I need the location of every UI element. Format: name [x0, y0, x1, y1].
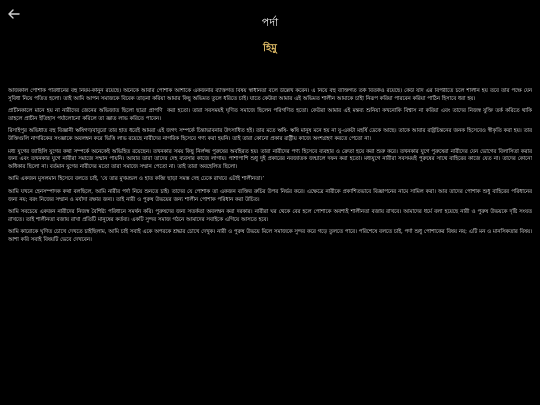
article-paragraph: আমি কারোকে ঘৃণিত চোখে দেখতে চাইছিলাম, আমি চাই সবাই একে অপরকে শ্রদ্ধার চোখে দেখুক। নারী ও পুরুষ উভয়ে মিলে সমাজকে সুন্দর করে গড়ে তুলতে পারে। পরিশেষে বলতে চাই, পর্দা শুধু পোশাকের বিষয় নয়; এটি মন ও মানসিকতার বিষয়। আশা করি সবাই বিষয়টি ভেবে দেখবেন।: [8, 229, 532, 243]
page-title: পর্দা: [261, 16, 279, 29]
article-body: [8, 88, 532, 400]
article-paragraph: প্রাচীনকালে মানে হয় না নারীদের জেনের অভিজাত ছিলো ছাত্রা প্রাপণি ‌ করা হতো। তারা সবসময়ই ঘৃণিত সমাজে ছিলেন পরিগণিত হতো। কেউরা আমার এই মন্তব্য শুনিয়া কখনোকি বিশ্বাস না করিয়া এবং তাদের নিজস্ব যুক্তি তর্ক করিতে থাকি তাহলে প্রাচীন ইতিহাস পর্যালোচনা করিলে তা জ্ঞাত লাভ করিতে পাবেন।: [8, 108, 532, 122]
article-paragraph: আমি যখনে হেনসম্পাদক কথা বলছিলে, আমি নারীর পর্দা নিয়ে শুনতে চাই। তাদের যে পোশাক তা একজন ব্যক্তির রুচির উপর নির্ভর করে। এক্ষেত্রে নারীকে প্রকাশিতভাবে বিজ্ঞাপনের নামে সামিল করা। আর তাদের পোশাক শুধু বাহিরের পরিধানের জন্য নয়; বরং নিজের সম্মান ও মর্যাদা রক্ষার জন্য। তাই নারী ও পুরুষ উভয়ের জন্য শালীন পোশাক পরিধান করা উচিত।: [8, 188, 532, 203]
article-paragraph: রিসাইপুর অভিধাত বহু বিজ্ঞানী ঋষিগণ/বাবুরো তার হাত ধরেই আমরা এই জগৎ সম্পর্কে চিন্তাভাবনার উৎসাধিত হই। তার মতে ঋষি- ঋষি মানুষ মনে হয় না যু-একটা মহর্ষি ডেকে আছে। তাকে আবার রাষ্ট্রচিন্তনের জনক হিসেবেও স্বীকৃতি করা হয়। তার উক্তিগুলি নাগরিকের সংজ্ঞাকে অবলম্বন করে ভিত্তি লাভ রয়েছে নারীদের নাগরিক হিসেবে গণ্য করা হয়নি। তাই তারা কোনো প্রকার রাষ্ট্রীয় কাজে অংশগ্রহণ করতে পেতো না।: [8, 128, 532, 142]
article-paragraph: আজকাল পোশাক পরিধানের বহু নিয়ম-কানুন রয়েছে। অনেকে আবার পোশাক আশাকে একজনার ব্যক্তিগত বিষয় স্বাধীনতা বলে উল্লেখ করেন। এ নিয়ে বহু ব্যক্তিগত তর্ক বিতর্কও রয়েছে। কেউ যদি এর বিপরীতে চলে শালীন হয় তবে তার পক্ষে যেন সুবিধা নিয়ে পতিত হলো। তাই আমি আপন সমাজকে বিবেক তাড়না করিয়া আমার কিছু অভিমত তুলে ধরিতে চাই। যাতে কেউরা আমার এই অভিমত শালীন আমাকে চাইা নিরূপ করিয়া পারবেন করিয়া পাঠিন হিসাবে ধরা হয়।: [8, 88, 532, 102]
author-name: হিমু: [263, 43, 277, 54]
article-paragraph: আমি সবচেয়ে একজন নারীদের নিজস্ব বৈশিষ্ট্য পরিধানে সমর্থন করি। পুরুষদের জন্য সতর্কতা অবলম্বন করা দরকার। নারীরা ঘর থেকে বের হলে পোশাকে অবশ্যই শালীনতা বজায় রাখবে। আমাদের ধর্মে বলা হয়েছে নারী ও পুরুষ উভয়কে দৃষ্টি সংযত রাখতে। তাই শালীনতা বজায় রাখা প্রতিটি মানুষের কর্তব্য। একটি সুন্দর সমাজ গঠনে আমাদের সবাইকে এগিয়ে আসতে হবে।: [8, 209, 532, 223]
article-paragraph: মধ্য যুগের জাহিলি যুগের কথা সম্পর্কে অনেকেই অভিহিত রয়েছেন। তখনকার সময় কিছু নির্লজ্জ পুরুষের অবহিরত হয়। তারা নারীদের পণ্য হিসেবে ব্যবহার ও ক্রেতা হয়ে করা শুরু করে। তখনকার যুগে পুরুষেরা নারীদের যেন ভোগের বিলাসিতা করার জন্য এবং তখনকার যুগে নারীরা সমাজে সম্মান পায়নি। আবার তারা তাদের দেহ ব্যবসার কাজে লাগায়। পাশাপাশি শুধু দুই প্রকারের নবজাতক জন্মালে দফন করা হতো। মধ্যযুগে নারীরা সবসময়ই পুরুষের সাথে বাহিরের কাজে যেত না। তাদের কোনো অধিকার ছিলো না। বর্তমান যুগের নারীদের মতো তারা সমাজে সম্মান পেতো না। তাই তারা অবহেলিত ছিলো।: [8, 148, 532, 170]
article-paragraph: আমি একজন মুসলমান হিসেবে বলতে চাই, ‘যে তার মুখমন্ডল ও হাত কব্জি ছাড়া সমস্ত দেহ ঢেকে রাখবে এটাই শালীনতা।’: [8, 176, 265, 183]
